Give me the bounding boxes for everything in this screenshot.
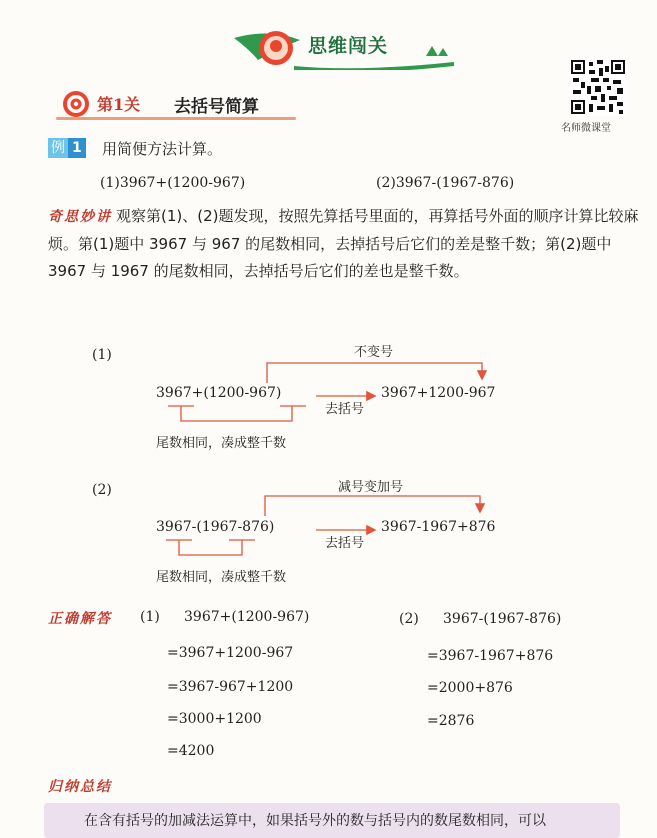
diagram2-bottom-note: 尾数相同，凑成整千数 xyxy=(156,570,287,585)
diagram1-left-expr: 3967+(1200-967) xyxy=(156,385,282,401)
solution-part2-step: =3967-1967+876 xyxy=(427,648,554,664)
section-title: 思维闯关 xyxy=(308,35,389,57)
diagram1-right-expr: 3967+1200-967 xyxy=(381,385,496,401)
solution-part1-step: =3967-967+1200 xyxy=(167,679,294,695)
diagram1-top-note: 不变号 xyxy=(354,345,394,360)
diagram1-arrow-label: 去括号 xyxy=(325,402,365,417)
analysis-text: 观察第(1)、(2)题发现，按照先算括号里面的，再算括号外面的顺序计算比较麻烦。第(1)题中 3967 与 967 的尾数相同，去掉括号后它们的差是整千数；第(2)题中 3967 与 1967 的尾数相同，去掉括号后它们的差也是整千数。 xyxy=(48,207,639,280)
qr-caption: 名师微课堂 xyxy=(561,123,611,134)
example-badge-word: 例 xyxy=(48,138,68,158)
solution-part2-expr: 3967-(1967-876) xyxy=(443,611,562,627)
problem-2: (2)3967-(1967-876) xyxy=(376,175,515,191)
example-instruction: 用简便方法计算。 xyxy=(102,140,223,158)
diagram2-label: (2) xyxy=(92,482,112,498)
summary-text: 在含有括号的加减法运算中，如果括号外的数与括号内的数尾数相同，可以 xyxy=(84,813,546,829)
solution-tag: 正确解答 xyxy=(48,611,112,627)
solution-part1-step: =3967+1200-967 xyxy=(167,645,294,661)
solution-part2-step: =2000+876 xyxy=(427,680,513,696)
summary-tag: 归纳总结 xyxy=(48,779,112,795)
diagram2-right-expr: 3967-1967+876 xyxy=(381,519,496,535)
diagram2-top-note: 减号变加号 xyxy=(338,480,404,495)
level-label: 第1关 xyxy=(97,95,141,114)
diagram2-left-expr: 3967-(1967-876) xyxy=(156,519,275,535)
solution-part1-step: =3000+1200 xyxy=(167,711,262,727)
problem-1: (1)3967+(1200-967) xyxy=(100,175,246,191)
solution-part1-expr: 3967+(1200-967) xyxy=(184,609,310,625)
diagram2-arrow-label: 去括号 xyxy=(325,536,365,551)
diagram1-bottom-note: 尾数相同，凑成整千数 xyxy=(156,436,287,451)
example-badge-number: 1 xyxy=(68,138,86,158)
analysis-tag: 奇思妙讲 xyxy=(48,209,112,225)
diagram1-label: (1) xyxy=(92,347,112,363)
solution-part2-label: (2) xyxy=(399,611,419,627)
solution-part1-label: (1) xyxy=(140,609,160,625)
level-title: 去括号简算 xyxy=(174,97,259,117)
solution-part2-step: =2876 xyxy=(427,713,475,729)
solution-part1-step: =4200 xyxy=(167,743,215,759)
